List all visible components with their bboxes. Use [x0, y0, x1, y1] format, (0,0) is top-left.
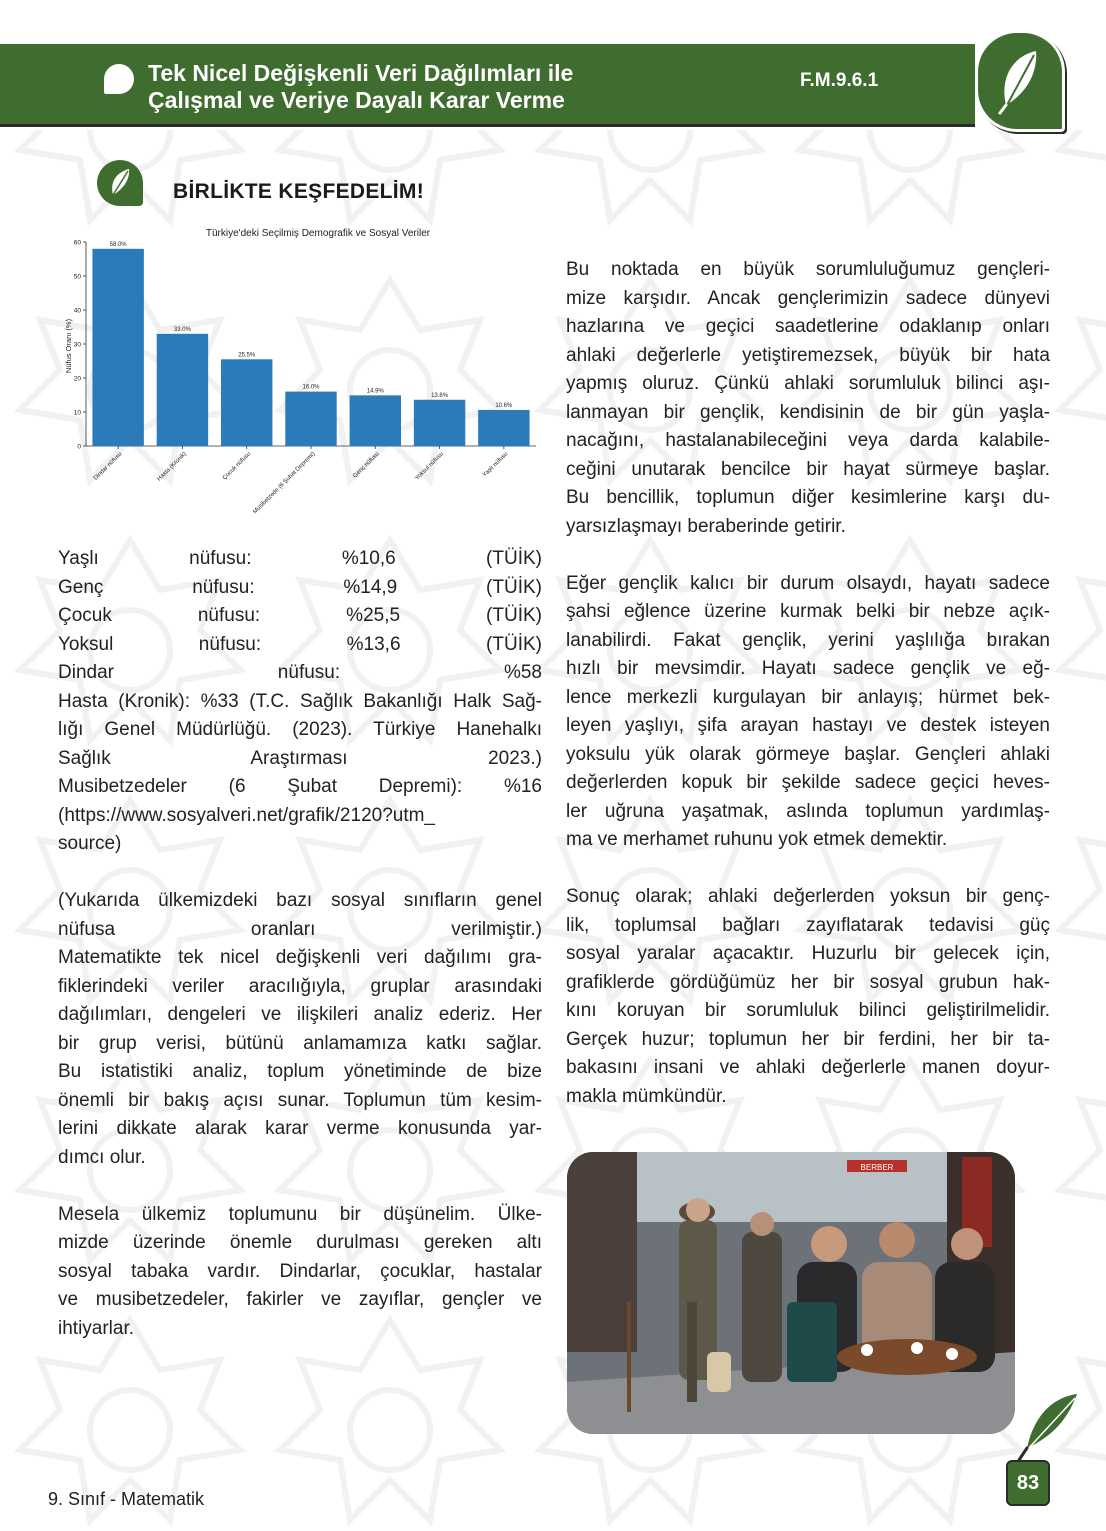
text-line: Mesela ülkemiz toplumunu bir düşünelim. Ülke- — [58, 1203, 542, 1225]
text-line: Genç nüfusu: %14,9 (TÜİK) — [58, 576, 542, 598]
text-line: Eğer gençlik kalıcı bir durum olsaydı, hayatı sadece — [566, 572, 1050, 594]
text-line: ahlaki değerlerle yetiştiremezsek, büyük bir hata — [566, 344, 1050, 366]
text-line: yapmış oluruz. Çünkü ahlaki sorumluluk bilinci aşı- — [566, 373, 1050, 394]
y-tick-label: 50 — [73, 273, 81, 281]
text-line: dağılımları, dengeleri ve ilişkileri analiz ederiz. Her — [58, 1004, 542, 1025]
text-line: Sonuç olarak; ahlaki değerlerden yoksun bir genç- — [566, 886, 1050, 907]
text-line: lik, toplumsal bağları zayıflatarak tedavisi güç — [566, 914, 1050, 936]
bar-value-label: 16.0% — [302, 384, 320, 391]
text-line: ihtiyarlar. — [58, 1317, 135, 1339]
x-tick-label: Genç nüfusu — [352, 451, 381, 480]
text-line: ma ve merhamet ruhunu yok etmek demektir. — [566, 829, 948, 850]
left-column — [58, 545, 542, 1343]
text-line: kını koruyan bir sorumluluk bilinci geliştirilmelidir. — [566, 1000, 1050, 1021]
y-tick-label: 60 — [73, 239, 81, 247]
header-title-line-2: Çalışmal ve Veriye Dayalı Karar Verme — [148, 87, 565, 113]
text-line: değerlerden kopuk bir şekilde sadece geçici heves- — [566, 772, 1050, 793]
text-line: (https://www.sosyalveri.net/grafik/2120?utm_ — [58, 804, 436, 826]
text-line: önemli bir bakış açısı sunar. Toplumun tüm kesim- — [58, 1089, 542, 1111]
bar-1 — [157, 334, 208, 446]
text-line: Bu bencillik, toplumun diğer kesimlerine karşı du- — [566, 487, 1050, 508]
text-line: lanmayan bir gençlik, kendisinin de bir gün yaşla- — [566, 401, 1050, 423]
quill-pen-icon — [1005, 1392, 1081, 1464]
text-line: Musibetzedeler (6 Şubat Depremi): %16 — [58, 776, 542, 797]
bar-2 — [221, 359, 272, 446]
text-line: hazlarına ve geçici saadetlerine odaklanıp onları — [566, 316, 1050, 337]
text-line: Matematikte tek nicel değişkenli veri dağılımı gra- — [58, 947, 542, 968]
curriculum-code: F.M.9.6.1 — [800, 70, 879, 91]
conclusion-paragraph — [566, 883, 1050, 1111]
x-tick-label: Hasta (Kronik) — [156, 451, 188, 483]
text-line: (Yukarıda ülkemizdeki bazı sosyal sınıfların genel — [58, 890, 542, 911]
text-line: mize karşıdır. Ancak gençlerimizin sadece dünyevi — [566, 287, 1050, 309]
y-tick-label: 10 — [73, 409, 81, 417]
text-line: Gerçek huzur; toplumun her bir ferdini, her bir ta- — [566, 1028, 1050, 1050]
text-line: şahsi eğlence üzerine kurmak belki bir nebze açık- — [566, 601, 1050, 622]
text-line: Çocuk nüfusu: %25,5 (TÜİK) — [58, 605, 542, 626]
bar-value-label: 14.9% — [366, 388, 384, 395]
text-line: Hasta (Kronik): %33 (T.C. Sağlık Bakanlığı Halk Sağ- — [58, 690, 542, 712]
text-line: sosyal tabaka vardır. Dindarlar, çocuklar, hastalar — [58, 1260, 542, 1282]
text-line: lerini dikkate alarak karar verme konusunda yar- — [58, 1118, 542, 1139]
text-line: ve musibetzedeler, fakirler ve zayıflar, gençler ve — [58, 1289, 542, 1310]
bar-0 — [92, 249, 143, 446]
bar-value-label: 25.5% — [238, 352, 256, 359]
text-line: nacağını, hastalanabileceğini veya darda kalabile- — [566, 430, 1050, 451]
berber-sign: BERBER — [860, 1163, 894, 1172]
social-classes-paragraph — [58, 1201, 542, 1344]
text-line: fiklerindeki veriler aracılığıyla, gruplar arasındaki — [58, 975, 542, 997]
section-feather-badge — [97, 160, 143, 206]
text-line: yoksulu yük olarak görmeye başlar. Gençleri ahlaki — [566, 743, 1050, 765]
bar-6 — [478, 410, 529, 446]
intro-paragraph — [58, 887, 542, 1172]
text-line: grafiklerde gördüğümüz her bir sosyal grubun hak- — [566, 971, 1050, 993]
y-tick-label: 40 — [73, 307, 81, 315]
text-line: dımcı olur. — [58, 1146, 146, 1168]
x-tick-label: Yoksul nüfusu — [414, 451, 445, 482]
text-line: sosyal yaralar açacaktır. Huzurlu bir gelecek için, — [566, 943, 1050, 964]
header-bullet-icon — [104, 64, 134, 94]
text-line: Yoksul nüfusu: %13,6 (TÜİK) — [58, 633, 542, 655]
page-number: 83 — [1006, 1460, 1050, 1506]
bar-3 — [285, 392, 336, 446]
bar-value-label: 13.6% — [431, 392, 449, 399]
text-line: mizde üzerinde önemle durulması gereken altı — [58, 1232, 542, 1253]
bar-5 — [414, 400, 465, 446]
text-line: Bu istatistiki analiz, toplum yönetiminde de bize — [58, 1061, 542, 1082]
youth-season-paragraph — [566, 570, 1050, 855]
text-line: Bu noktada en büyük sorumluluğumuz gençleri- — [566, 259, 1050, 280]
footer-course-label: 9. Sınıf - Matematik — [48, 1489, 205, 1509]
text-line: hızlı bir mevsimdir. Hayatı sadece gençlik ve eğ- — [566, 658, 1050, 679]
right-column — [566, 256, 1050, 1111]
text-line: ler uğruna yaşatmak, aslında toplumun yardımlaş- — [566, 800, 1050, 822]
x-tick-label: Dindar nüfusu — [92, 451, 124, 482]
text-line: Yaşlı nüfusu: %10,6 (TÜİK) — [58, 548, 542, 569]
chart-title: Türkiye'deki Seçilmiş Demografik ve Sosyal Veriler — [205, 228, 431, 239]
section-title: BİRLİKTE KEŞFEDELİM! — [173, 180, 424, 203]
chart-ylabel: Nüfus Oranı (%) — [64, 318, 73, 374]
text-line: leyen yaşlıyı, şifa arayan hastayı ve destek isteyen — [566, 715, 1050, 736]
text-line: ceğini unutarak bencilce bir hayat sürmeye başlar. — [566, 458, 1050, 480]
data-source-list — [58, 545, 542, 859]
x-tick-label: Musibetzede (6 Şubat Depremi) — [252, 451, 317, 516]
feather-logo — [975, 30, 1065, 132]
x-tick-label: Yaşlı nüfusu — [481, 451, 510, 479]
text-line: lence merkezli kurgulayan bir anlayış; hürmet bek- — [566, 686, 1050, 708]
text-line: lanabilirdi. Fakat gençlik, yerini yaşlılığa bırakan — [566, 629, 1050, 651]
text-line: lığı Genel Müdürlüğü. (2023). Türkiye Hanehalkı — [58, 719, 542, 740]
x-tick-label: Çocuk nüfusu — [221, 451, 253, 482]
text-line: yarsızlaşmayı beraberinde getirir. — [566, 515, 846, 537]
bar-4 — [350, 395, 401, 446]
y-tick-label: 30 — [73, 341, 81, 349]
text-line: Dindar nüfusu: %58 — [58, 662, 542, 683]
text-line: source) — [58, 833, 122, 854]
bar-chart — [58, 222, 548, 532]
street-cafe-illustration — [567, 1152, 1015, 1434]
header-title-line-1: Tek Nicel Değişkenli Veri Dağılımları ile — [148, 60, 574, 86]
page-header-title — [148, 60, 668, 114]
text-line: makla mümkündür. — [566, 1085, 727, 1107]
bar-value-label: 10.6% — [495, 402, 513, 409]
text-line: bir grup verisi, bütünü anlamamıza katkı sağlar. — [58, 1032, 542, 1054]
text-line: Sağlık Araştırması 2023.) — [58, 747, 542, 769]
y-tick-label: 0 — [77, 443, 81, 451]
feather-icon — [990, 47, 1048, 115]
text-line: bakasını insani ve ahlaki değerlerle manen doyur- — [566, 1057, 1050, 1078]
y-tick-label: 20 — [73, 375, 81, 383]
feather-icon — [105, 167, 135, 199]
bar-value-label: 33.0% — [173, 326, 191, 333]
bar-value-label: 58.0% — [109, 241, 127, 248]
text-line: nüfusa oranları verilmiştir.) — [58, 918, 542, 940]
youth-responsibility-paragraph — [566, 256, 1050, 541]
